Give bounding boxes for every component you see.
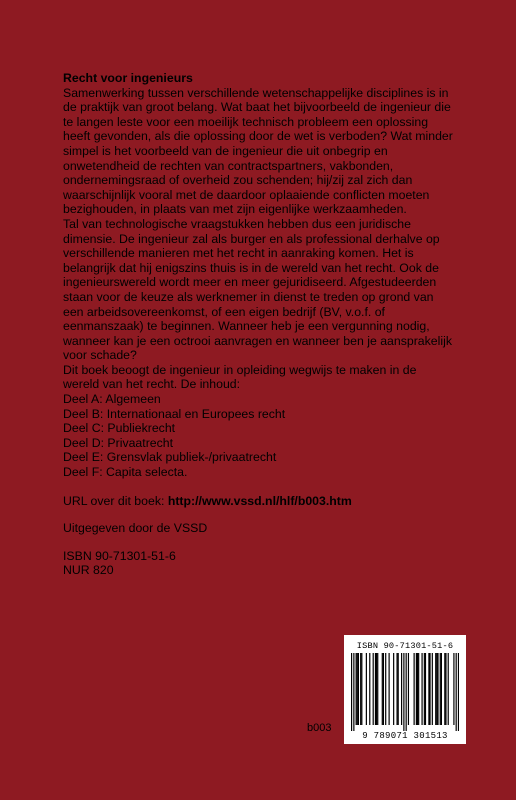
barcode-bar [425,653,426,725]
barcode-bar [383,653,384,725]
book-url-link[interactable]: http://www.vssd.nl/hlf/b003.htm [167,493,352,508]
publisher: Uitgegeven door de VSSD [63,521,208,536]
paragraph-2: Tal van technologische vraagstukken hebben dus een juridische dimensie. De ingenieur zal als burger en als professional derhalve op verschillende manieren met het recht in aanraking komen. Het is belangrijk dat hij enigszins thuis is in de wereld van het recht. Ook de ingenieurswereld wordt meer en meer gejuridiseerd. Afgestudeerden staan voor de keuze als werknemer in dienst te treden op grond van een arbeidsovereenkomst, of een eigen bedrijf (BV, v.o.f. of eenmanszaak) te beginnen. Wanneer heb je een vergunning nodig, wanneer kan je een octrooi aanvragen en wanneer ben je aansprakelijk voor schade? [63,216,452,363]
barcode-bar [421,653,422,725]
url-line [63,494,455,509]
barcode-bar [441,653,442,725]
barcode-bar [428,653,429,725]
barcode-bar [448,653,449,725]
barcode-bar [353,653,354,731]
book-code: b003 [307,722,332,734]
barcode-bar [408,653,409,725]
barcode-bar [396,653,397,725]
contents-item: Deel F: Capita selecta. [63,465,188,480]
barcode-bar [444,653,445,725]
contents-item: Deel E: Grensvlak publiek-/privaatrecht [63,450,277,465]
barcode-bar [366,653,367,725]
barcode-bar [375,653,376,725]
barcode-bar [417,653,418,725]
barcode-bar [401,653,402,725]
barcode-bar [377,653,378,725]
barcode-bar [445,653,446,725]
barcode-bar [432,653,433,725]
barcode-bar [424,653,425,725]
barcode-bar [437,653,438,725]
barcode-bar [369,653,370,725]
barcode-bar [376,653,377,725]
barcode-digits: 9 789071 301513 [362,731,448,741]
back-cover-text [63,71,455,578]
barcode-bar [458,653,459,731]
isbn: ISBN 90-71301-51-6 [63,548,176,563]
barcode-bar [406,653,407,731]
barcode-bar [351,653,352,731]
paragraph-1: Samenwerking tussen verschillende wetenschappelijke disciplines is in de praktijk van groot belang. Wat baat het bijvoorbeeld de ingenieur die te langen leste voor een moeilijk technisch probleem een oplossing heeft gevonden, als die oplossing door de wet is verboden? Wat minder simpel is het voorbeeld van de ingenieur die uit onbegrip en onwetendheid de rechten van contractspartners, vakbonden, ondernemingsraad of overheid zou schenden; hij/zij zal zich dan waarschijnlijk vooral met de daardoor oplaaiende conflicten moeten bezighouden, in plaats van met zijn eigenlijke werkzaamheden. [63,85,453,217]
barcode-bar [361,653,362,725]
url-label: URL over dit boek: [63,493,168,508]
barcode-bar [382,653,383,725]
barcode [344,635,466,744]
barcode-isbn-text: ISBN 90-71301-51-6 [356,641,454,651]
nur: NUR 820 [63,563,114,578]
barcode-bar [373,653,374,725]
barcode-bar [358,653,359,725]
barcode-bar [393,653,394,725]
barcode-bar [440,653,441,725]
barcode-bar [389,653,390,725]
contents-item: Deel B: Internationaal en Europees recht [63,406,286,421]
barcode-bar [385,653,386,725]
barcode-bar [414,653,415,725]
barcode-bar [357,653,358,725]
barcode-bar [360,653,361,725]
paragraph-3: Dit boek beoogt de ingenieur in opleiding wegwijs te maken in de wereld van het recht. De inhoud: [63,362,417,392]
barcode-bar [418,653,419,725]
barcode-bar [436,653,437,725]
barcode-bar [435,653,436,725]
book-title: Recht voor ingenieurs [63,71,193,85]
contents-item: Deel D: Privaatrecht [63,435,174,450]
barcode-bar [456,653,457,731]
contents-list [63,392,455,480]
contents-item: Deel C: Publiekrecht [63,421,176,436]
barcode-bar [453,653,454,725]
barcode-bar [429,653,430,725]
barcode-bar [398,653,399,725]
contents-item: Deel A: Algemeen [63,392,161,407]
barcode-bar [356,653,357,725]
barcode-bars [351,653,459,731]
barcode-bar [403,653,404,731]
barcode-bar [416,653,417,725]
